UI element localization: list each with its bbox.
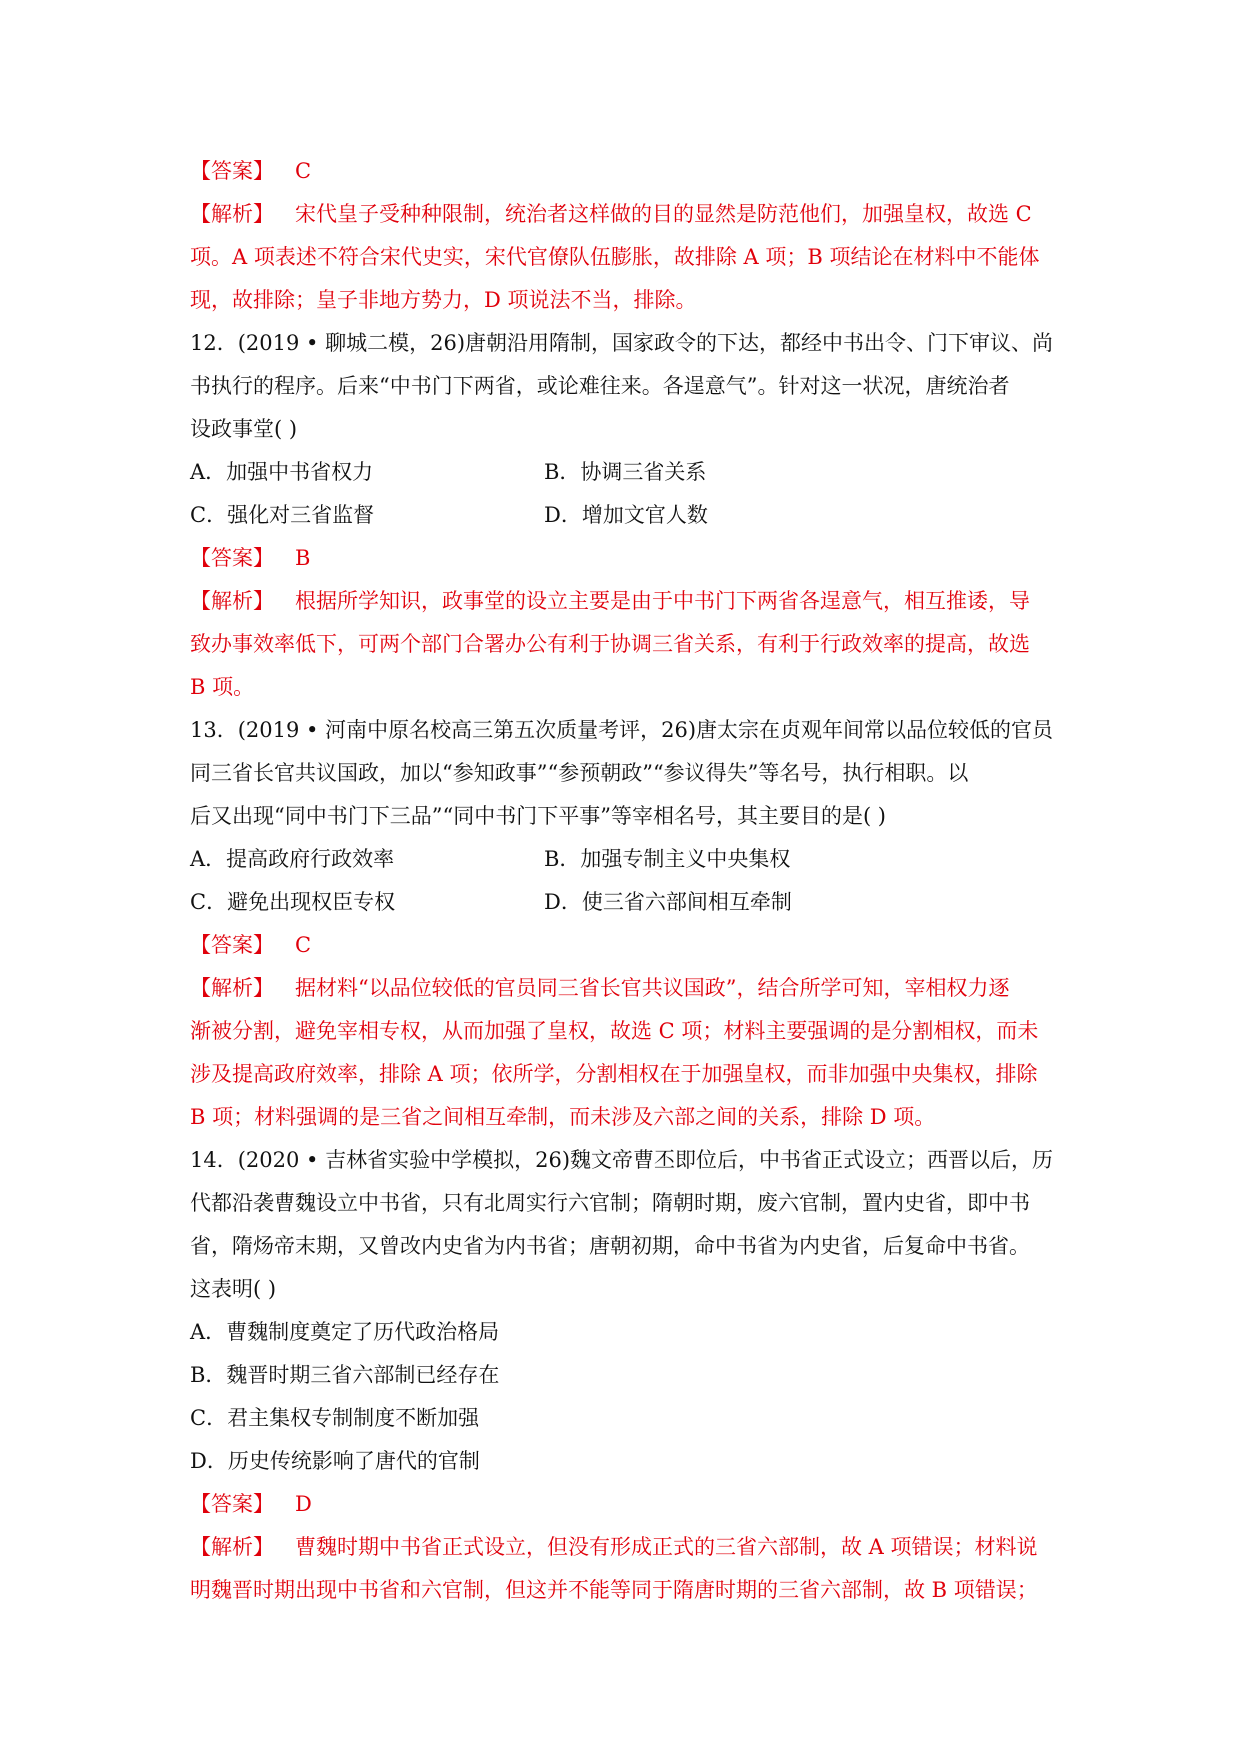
analysis-line bbox=[190, 193, 1061, 236]
option-c: C．君主集权专制制度不断加强 bbox=[190, 1406, 480, 1430]
analysis-line: B 项；材料强调的是三省之间相互牵制，而未涉及六部之间的关系，排除 D 项。 bbox=[190, 1105, 936, 1129]
option-a: A．曹魏制度奠定了历代政治格局 bbox=[190, 1320, 500, 1344]
analysis-line: 项。A 项表述不符合宋代史实，宋代官僚队伍膨胀，故排除 A 项；B 项结论在材料中不能体 bbox=[190, 245, 1040, 269]
analysis-line bbox=[190, 580, 1061, 623]
question-13-options bbox=[190, 881, 1061, 924]
question-14-stem: 这表明( ) bbox=[190, 1277, 277, 1301]
analysis-tag: 【解析】 bbox=[190, 1535, 274, 1559]
option-c: C．强化对三省监督 bbox=[190, 503, 375, 527]
answer-tag: 【答案】 bbox=[190, 1492, 274, 1516]
analysis-line bbox=[190, 967, 1061, 1010]
answer-tag: 【答案】 bbox=[190, 159, 274, 183]
option-a: A．加强中书省权力 bbox=[190, 460, 374, 484]
option-b: B．协调三省关系 bbox=[544, 460, 707, 484]
answer-line bbox=[190, 924, 1061, 967]
analysis-line: B 项。 bbox=[190, 675, 255, 699]
answer-value: C bbox=[295, 159, 312, 183]
answer-value: D bbox=[295, 1492, 312, 1516]
analysis-line: 现，故排除；皇子非地方势力，D 项说法不当，排除。 bbox=[190, 288, 697, 312]
analysis-tag: 【解析】 bbox=[190, 589, 274, 613]
analysis-text: 根据所学知识，政事堂的设立主要是由于中书门下两省各逞意气，相互推诿，导 bbox=[295, 589, 1030, 613]
answer-value: B bbox=[295, 546, 311, 570]
question-14-stem: 省，隋炀帝末期，又曾改内史省为内书省；唐朝初期，命中书省为内史省，后复命中书省。 bbox=[190, 1234, 1030, 1258]
analysis-text: 曹魏时期中书省正式设立，但没有形成正式的三省六部制，故 A 项错误；材料说 bbox=[295, 1535, 1038, 1559]
question-14-stem: 14．(2020 • 吉林省实验中学模拟，26)魏文帝曹丕即位后，中书省正式设立；西晋以后，历 bbox=[190, 1148, 1054, 1172]
option-b: B．加强专制主义中央集权 bbox=[544, 847, 791, 871]
analysis-line bbox=[190, 1526, 1061, 1569]
analysis-line: 渐被分割，避免宰相专权，从而加强了皇权，故选 C 项；材料主要强调的是分割相权，而未 bbox=[190, 1019, 1039, 1043]
question-13-stem: 后又出现“同中书门下三品”“同中书门下平事”等宰相名号，其主要目的是( ) bbox=[190, 804, 887, 828]
question-14-stem: 代都沿袭曹魏设立中书省，只有北周实行六官制；隋朝时期，废六官制，置内史省，即中书 bbox=[190, 1191, 1030, 1215]
question-13-stem: 13．(2019 • 河南中原名校高三第五次质量考评，26)唐太宗在贞观年间常以品位较低的官员 bbox=[190, 718, 1054, 742]
analysis-tag: 【解析】 bbox=[190, 202, 274, 226]
analysis-text: 据材料“以品位较低的官员同三省长官共议国政”，结合所学可知，宰相权力逐 bbox=[295, 976, 1010, 1000]
option-d: D．历史传统影响了唐代的官制 bbox=[190, 1449, 480, 1473]
option-d: D．使三省六部间相互牵制 bbox=[544, 890, 792, 914]
analysis-line: 明魏晋时期出现中书省和六官制，但这并不能等同于隋唐时期的三省六部制，故 B 项错误； bbox=[190, 1578, 1038, 1602]
answer-tag: 【答案】 bbox=[190, 933, 274, 957]
question-13-stem: 同三省长官共议国政，加以“参知政事”“参预朝政”“参议得失”等名号，执行相职。以 bbox=[190, 761, 969, 785]
answer-value: C bbox=[295, 933, 312, 957]
question-12-stem: 设政事堂( ) bbox=[190, 417, 298, 441]
analysis-line: 致办事效率低下，可两个部门合署办公有利于协调三省关系，有利于行政效率的提高，故选 bbox=[190, 632, 1030, 656]
answer-line bbox=[190, 150, 1061, 193]
answer-tag: 【答案】 bbox=[190, 546, 274, 570]
option-d: D．增加文官人数 bbox=[544, 503, 708, 527]
analysis-tag: 【解析】 bbox=[190, 976, 274, 1000]
question-12-options bbox=[190, 451, 1061, 494]
question-12-options bbox=[190, 494, 1061, 537]
option-a: A．提高政府行政效率 bbox=[190, 847, 395, 871]
option-b: B．魏晋时期三省六部制已经存在 bbox=[190, 1363, 500, 1387]
answer-line bbox=[190, 1483, 1061, 1526]
question-12-stem: 书执行的程序。后来“中书门下两省，或论难往来。各逞意气”。针对这一状况，唐统治者 bbox=[190, 374, 1010, 398]
answer-line bbox=[190, 537, 1061, 580]
analysis-text: 宋代皇子受种种限制，统治者这样做的目的显然是防范他们，加强皇权，故选 C bbox=[295, 202, 1032, 226]
option-c: C．避免出现权臣专权 bbox=[190, 890, 396, 914]
question-13-options bbox=[190, 838, 1061, 881]
analysis-line: 涉及提高政府效率，排除 A 项；依所学，分割相权在于加强皇权，而非加强中央集权，排除 bbox=[190, 1062, 1038, 1086]
question-12-stem: 12．(2019 • 聊城二模，26)唐朝沿用隋制，国家政令的下达，都经中书出令、门下审议、尚 bbox=[190, 331, 1054, 355]
